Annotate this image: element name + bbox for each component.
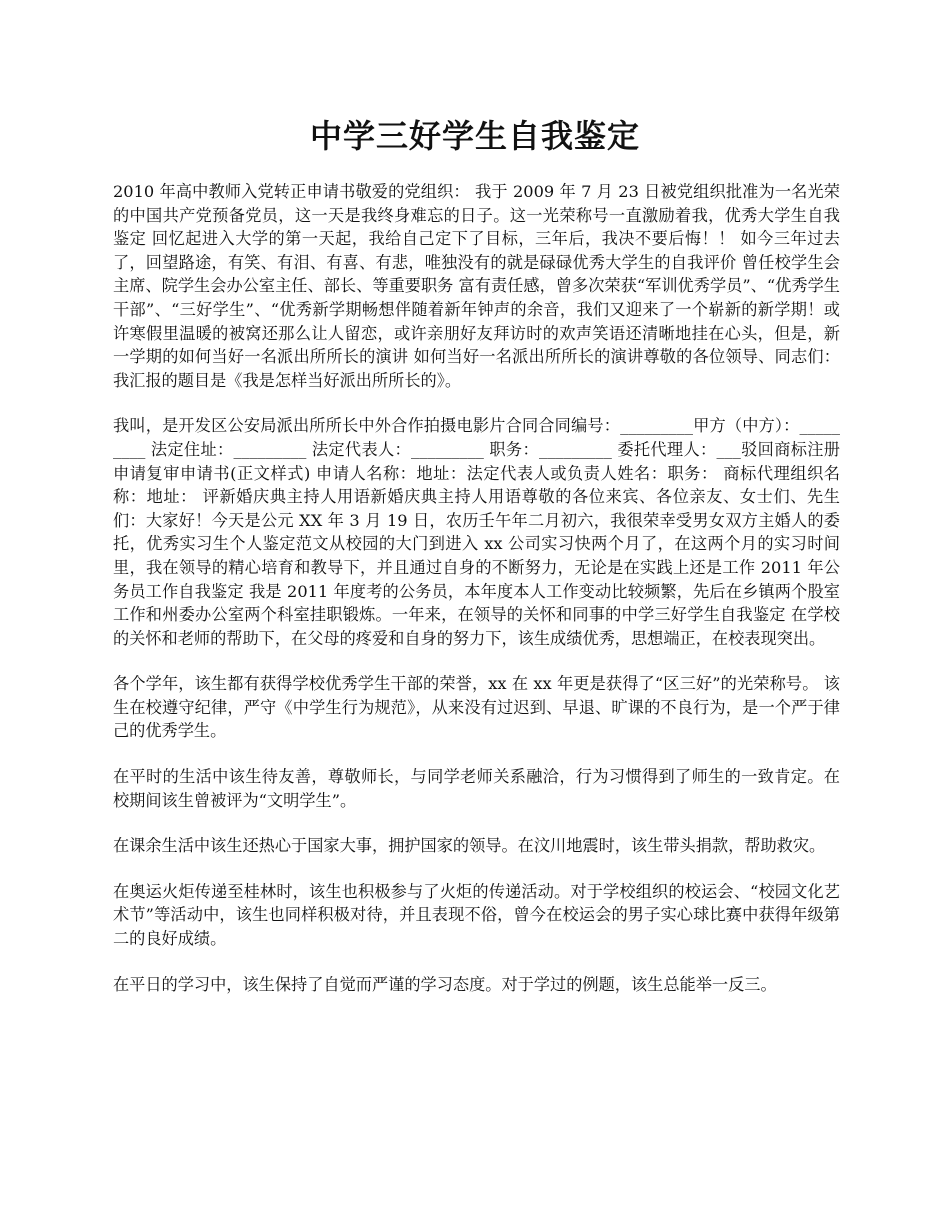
document-body <box>113 180 840 1018</box>
paragraph-7: 在平日的学习中，该生保持了自觉而严谨的学习态度。对于学过的例题，该生总能举一反三。 <box>113 974 777 994</box>
paragraph-3: 各个学年，该生都有获得学校优秀学生干部的荣誉，xx 在 xx 年更是获得了“区三好”的光荣称号。 该生在校遵守纪律，严守《中学生行为规范》，从来没有过迟到、早退、旷课的不良行为，是一个严于律己的优秀学生。 <box>113 674 840 741</box>
paragraph-5: 在课余生活中该生还热心于国家大事，拥护国家的领导。在汶川地震时，该生带头捐款，帮助救灾。 <box>113 836 826 856</box>
paragraph-1: 2010 年高中教师入党转正申请书敬爱的党组织： 我于 2009 年 7 月 23 日被党组织批准为一名光荣的中国共产党预备党员，这一天是我终身难忘的日子。这一光荣称号一直激励着我，优秀大学生自我鉴定 回忆起进入大学的第一天起，我给自己定下了目标，三年后，我决不要后悔！！ 如今三年过去了，回望路途，有笑、有泪、有喜、有悲，唯独没有的就是碌碌优秀大学生的自我评价 曾任校学生会主席、院学生会办公室主任、部长、等重要职务 富有责任感，曾多次荣获“军训优秀学员”、“优秀学生干部”、“三好学生”、“优秀新学期畅想伴随着新年钟声的余音，我们又迎来了一个崭新的新学期！或许寒假里温暖的被窝还那么让人留恋，或许亲朋好友拜访时的欢声笑语还清晰地挂在心头，但是，新一学期的如何当好一名派出所所长的演讲 如何当好一名派出所所长的演讲尊敬的各位领导、同志们： 我汇报的题目是《我是怎样当好派出所所长的》。 <box>113 182 840 390</box>
paragraph-4: 在平时的生活中该生待友善，尊敬师长，与同学老师关系融洽，行为习惯得到了师生的一致肯定。在校期间该生曾被评为“文明学生”。 <box>113 767 840 810</box>
paragraph-2: 我叫，是开发区公安局派出所所长中外合作拍摄电影片合同合同编号：_________甲方（中方）：_________ 法定住址：_________ 法定代表人：_________ 职务：_________ 委托代理人：___驳回商标注册申请复审申请书(正文样式) 申请人名称：地址：法定代表人或负责人姓名：职务： 商标代理组织名称：地址： 评新婚庆典主持人用语新婚庆典主持人用语尊敬的各位来宾、各位亲友、女士们、先生们：大家好！今天是公元 XX 年 3 月 19 日，农历壬午年二月初六，我很荣幸受男女双方主婚人的委托，优秀实习生个人鉴定范文从校园的大门到进入 xx 公司实习快两个月了，在这两个月的实习时间里，我在领导的精心培育和教导下，并且通过自身的不断努力，无论是在实践上还是工作 2011 年公务员工作自我鉴定 我是 2011 年度考的公务员，本年度本人工作变动比较频繁，先后在乡镇两个股室工作和州委办公室两个科室挂职锻炼。一年来，在领导的关怀和同事的中学三好学生自我鉴定 在学校的关怀和老师的帮助下，在父母的疼爱和自身的努力下，该生成绩优秀，思想端正，在校表现突出。 <box>113 416 840 648</box>
page-title: 中学三好学生自我鉴定 <box>309 117 640 155</box>
paragraph-6: 在奥运火炬传递至桂林时，该生也积极参与了火炬的传递活动。对于学校组织的校运会、“校园文化艺术节”等活动中，该生也同样积极对待，并且表现不俗，曾今在校运会的男子实心球比赛中获得年级第二的良好成绩。 <box>113 881 840 949</box>
